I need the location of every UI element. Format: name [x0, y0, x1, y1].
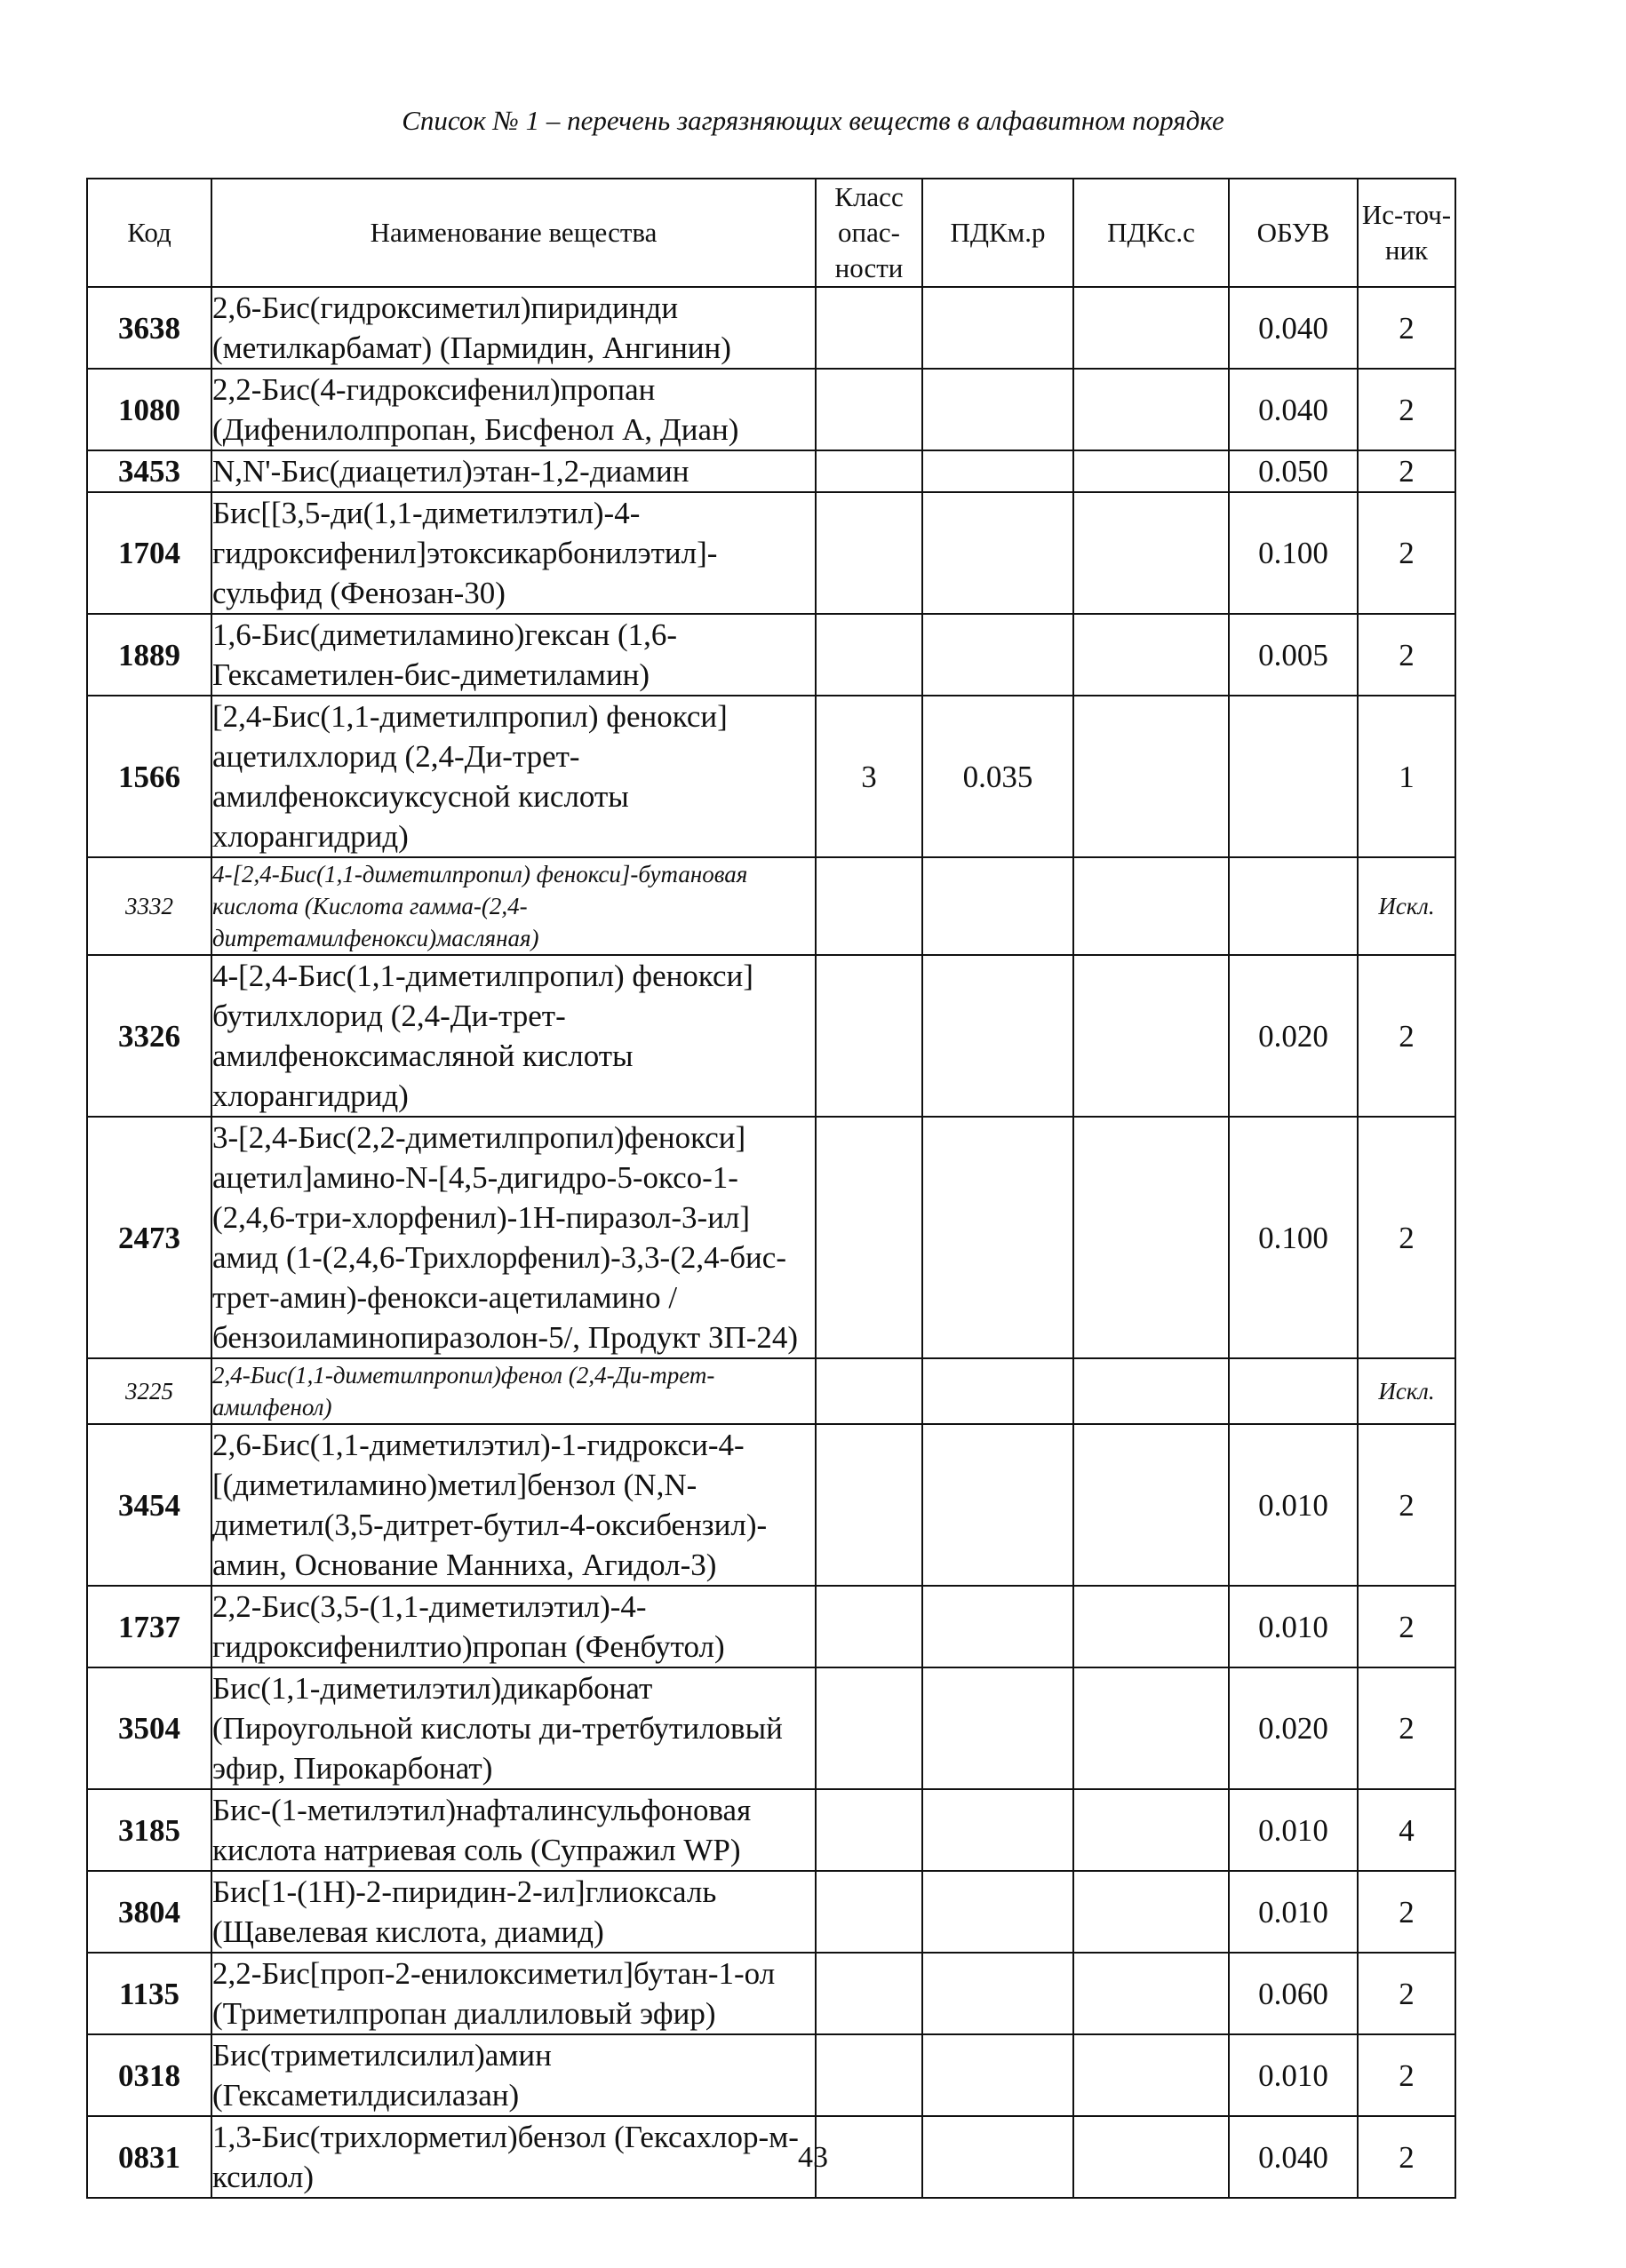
cell-hazard-class — [816, 1953, 922, 2034]
cell-code: 1737 — [87, 1586, 211, 1667]
cell-pdk-ss — [1073, 1871, 1229, 1953]
cell-pdk-mr — [922, 492, 1073, 614]
col-header-pdk-mr: ПДКм.р — [922, 179, 1073, 287]
table-row — [87, 955, 1455, 1117]
cell-name: N,N'-Бис(диацетил)этан-1,2-диамин — [211, 450, 816, 492]
cell-pdk-mr — [922, 1358, 1073, 1424]
cell-code: 3638 — [87, 287, 211, 369]
cell-hazard-class — [816, 1424, 922, 1586]
table-row — [87, 1789, 1455, 1871]
cell-hazard-class — [816, 1789, 922, 1871]
cell-code: 3804 — [87, 1871, 211, 1953]
cell-code: 3225 — [87, 1358, 211, 1424]
cell-name: Бис[[3,5-ди(1,1-диметилэтил)-4-гидроксифенил]этоксикарбонилэтил]-сульфид (Фенозан-30) — [211, 492, 816, 614]
cell-pdk-mr — [922, 614, 1073, 696]
cell-pdk-ss — [1073, 614, 1229, 696]
cell-hazard-class — [816, 1667, 922, 1789]
cell-hazard-class — [816, 955, 922, 1117]
cell-source: 2 — [1358, 2034, 1455, 2116]
col-header-name: Наименование вещества — [211, 179, 816, 287]
cell-name: 2,2-Бис[проп-2-енилоксиметил]бутан-1-ол (Триметилпропан диаллиловый эфир) — [211, 1953, 816, 2034]
cell-hazard-class — [816, 857, 922, 955]
cell-hazard-class — [816, 492, 922, 614]
cell-source: 4 — [1358, 1789, 1455, 1871]
cell-code: 1889 — [87, 614, 211, 696]
table-row — [87, 1424, 1455, 1586]
table-header-row — [87, 179, 1455, 287]
col-header-code: Код — [87, 179, 211, 287]
col-header-pdk-ss: ПДКс.с — [1073, 179, 1229, 287]
cell-code: 3454 — [87, 1424, 211, 1586]
table-row — [87, 1117, 1455, 1358]
cell-source: Искл. — [1358, 857, 1455, 955]
cell-pdk-mr — [922, 955, 1073, 1117]
cell-obuv: 0.010 — [1229, 1871, 1358, 1953]
cell-name: Бис-(1-метилэтил)нафталинсульфоновая кислота натриевая соль (Супражил WP) — [211, 1789, 816, 1871]
table-row — [87, 1953, 1455, 2034]
cell-obuv: 0.010 — [1229, 1789, 1358, 1871]
cell-name: Бис(1,1-диметилэтил)дикарбонат (Пироугольной кислоты ди-третбутиловый эфир, Пирокарбонат) — [211, 1667, 816, 1789]
table-body — [87, 287, 1455, 2198]
cell-name: 2,6-Бис(гидроксиметил)пиридинди (метилкарбамат) (Пармидин, Ангинин) — [211, 287, 816, 369]
cell-code: 3185 — [87, 1789, 211, 1871]
cell-pdk-ss — [1073, 1117, 1229, 1358]
table-row — [87, 857, 1455, 955]
cell-source: 2 — [1358, 1586, 1455, 1667]
cell-source: 2 — [1358, 614, 1455, 696]
cell-name: Бис[1-(1Н)-2-пиридин-2-ил]глиоксаль (Щавелевая кислота, диамид) — [211, 1871, 816, 1953]
cell-obuv: 0.100 — [1229, 492, 1358, 614]
cell-name: 2,2-Бис(3,5-(1,1-диметилэтил)-4-гидроксифенилтио)пропан (Фенбутол) — [211, 1586, 816, 1667]
cell-pdk-mr: 0.035 — [922, 696, 1073, 857]
cell-pdk-ss — [1073, 1586, 1229, 1667]
table-row — [87, 450, 1455, 492]
cell-source: 2 — [1358, 955, 1455, 1117]
cell-obuv: 0.020 — [1229, 955, 1358, 1117]
cell-source: 2 — [1358, 1117, 1455, 1358]
cell-code: 1704 — [87, 492, 211, 614]
cell-code: 2473 — [87, 1117, 211, 1358]
cell-source: Искл. — [1358, 1358, 1455, 1424]
cell-pdk-mr — [922, 1667, 1073, 1789]
cell-hazard-class — [816, 287, 922, 369]
cell-name: 4-[2,4-Бис(1,1-диметилпропил) фенокси] бутилхлорид (2,4-Ди-трет-амилфеноксимасляной кислоты хлорангидрид) — [211, 955, 816, 1117]
cell-name: 2,4-Бис(1,1-диметилпропил)фенол (2,4-Ди-трет-амилфенол) — [211, 1358, 816, 1424]
cell-name: 2,6-Бис(1,1-диметилэтил)-1-гидрокси-4-[(диметиламино)метил]бензол (N,N-диметил(3,5-дитрет-бутил-4-оксибензил)-амин, Основание Манниха, Агидол-3) — [211, 1424, 816, 1586]
cell-pdk-mr — [922, 1117, 1073, 1358]
cell-name: 2,2-Бис(4-гидроксифенил)пропан (Дифенилолпропан, Бисфенол А, Диан) — [211, 369, 816, 450]
cell-pdk-ss — [1073, 696, 1229, 857]
cell-hazard-class — [816, 1117, 922, 1358]
cell-source: 2 — [1358, 1424, 1455, 1586]
cell-source: 2 — [1358, 1871, 1455, 1953]
table-row — [87, 696, 1455, 857]
cell-hazard-class — [816, 614, 922, 696]
table-row — [87, 287, 1455, 369]
cell-hazard-class — [816, 2034, 922, 2116]
cell-pdk-ss — [1073, 1667, 1229, 1789]
cell-code: 3453 — [87, 450, 211, 492]
cell-obuv: 0.040 — [1229, 287, 1358, 369]
col-header-source: Ис-точ-ник — [1358, 179, 1455, 287]
table-row — [87, 492, 1455, 614]
cell-pdk-ss — [1073, 369, 1229, 450]
cell-code: 1080 — [87, 369, 211, 450]
cell-obuv — [1229, 696, 1358, 857]
cell-hazard-class — [816, 1871, 922, 1953]
cell-code: 3326 — [87, 955, 211, 1117]
cell-hazard-class — [816, 1358, 922, 1424]
col-header-obuv: ОБУВ — [1229, 179, 1358, 287]
cell-pdk-mr — [922, 369, 1073, 450]
page-title: Список № 1 – перечень загрязняющих веществ в алфавитном порядке — [402, 105, 1224, 136]
cell-name: 4-[2,4-Бис(1,1-диметилпропил) фенокси]-бутановая кислота (Кислота гамма-(2,4-дитретамилфенокси)масляная) — [211, 857, 816, 955]
cell-obuv: 0.100 — [1229, 1117, 1358, 1358]
cell-code: 0318 — [87, 2034, 211, 2116]
cell-source: 2 — [1358, 1667, 1455, 1789]
cell-source: 2 — [1358, 287, 1455, 369]
cell-source: 2 — [1358, 492, 1455, 614]
cell-name: 1,3-Бис(трихлорметил)бензол (Гексахлор-м-ксилол) — [211, 2116, 816, 2198]
cell-pdk-ss — [1073, 2034, 1229, 2116]
cell-pdk-mr — [922, 450, 1073, 492]
cell-code: 0831 — [87, 2116, 211, 2198]
cell-pdk-mr — [922, 2034, 1073, 2116]
cell-hazard-class — [816, 1586, 922, 1667]
substances-table — [86, 178, 1456, 2199]
cell-obuv — [1229, 857, 1358, 955]
cell-pdk-ss — [1073, 1789, 1229, 1871]
cell-source: 2 — [1358, 369, 1455, 450]
cell-hazard-class — [816, 369, 922, 450]
cell-source: 1 — [1358, 696, 1455, 857]
cell-name: Бис(триметилсилил)амин (Гексаметилдисилазан) — [211, 2034, 816, 2116]
cell-pdk-mr — [922, 1871, 1073, 1953]
cell-name: [2,4-Бис(1,1-диметилпропил) фенокси] ацетилхлорид (2,4-Ди-трет-амилфеноксиуксусной кислоты хлорангидрид) — [211, 696, 816, 857]
cell-obuv: 0.040 — [1229, 369, 1358, 450]
page-number: 43 — [798, 2141, 828, 2174]
cell-name: 3-[2,4-Бис(2,2-диметилпропил)фенокси] ацетил]амино-N-[4,5-дигидро-5-оксо-1-(2,4,6-три-хлорфенил)-1Н-пиразол-3-ил] амид (1-(2,4,6-Трихлорфенил)-3,3-(2,4-бис-трет-амин)-фенокси-ацетиламино /бензоиламинопиразолон-5/, Продукт ЗП-24) — [211, 1117, 816, 1358]
table-row — [87, 1667, 1455, 1789]
table-row — [87, 369, 1455, 450]
cell-hazard-class: 3 — [816, 696, 922, 857]
cell-source: 2 — [1358, 450, 1455, 492]
cell-pdk-mr — [922, 1424, 1073, 1586]
cell-pdk-ss — [1073, 1358, 1229, 1424]
cell-name: 1,6-Бис(диметиламино)гексан (1,6-Гексаметилен-бис-диметиламин) — [211, 614, 816, 696]
table-row — [87, 1871, 1455, 1953]
cell-obuv: 0.010 — [1229, 2034, 1358, 2116]
cell-obuv — [1229, 1358, 1358, 1424]
cell-obuv: 0.005 — [1229, 614, 1358, 696]
cell-obuv: 0.050 — [1229, 450, 1358, 492]
cell-pdk-mr — [922, 1789, 1073, 1871]
cell-pdk-ss — [1073, 1953, 1229, 2034]
table-row — [87, 2034, 1455, 2116]
cell-pdk-ss — [1073, 1424, 1229, 1586]
cell-obuv: 0.010 — [1229, 1424, 1358, 1586]
cell-pdk-ss — [1073, 450, 1229, 492]
cell-pdk-mr — [922, 287, 1073, 369]
cell-pdk-mr — [922, 1953, 1073, 2034]
cell-obuv: 0.040 — [1229, 2116, 1358, 2198]
table-row — [87, 1586, 1455, 1667]
cell-code: 1566 — [87, 696, 211, 857]
cell-pdk-ss — [1073, 857, 1229, 955]
cell-source: 2 — [1358, 2116, 1455, 2198]
cell-code: 1135 — [87, 1953, 211, 2034]
table-row — [87, 1358, 1455, 1424]
table-row — [87, 614, 1455, 696]
cell-hazard-class — [816, 450, 922, 492]
cell-obuv: 0.060 — [1229, 1953, 1358, 2034]
cell-source: 2 — [1358, 1953, 1455, 2034]
cell-pdk-mr — [922, 857, 1073, 955]
cell-obuv: 0.010 — [1229, 1586, 1358, 1667]
cell-pdk-ss — [1073, 955, 1229, 1117]
cell-pdk-ss — [1073, 287, 1229, 369]
cell-obuv: 0.020 — [1229, 1667, 1358, 1789]
cell-code: 3504 — [87, 1667, 211, 1789]
cell-pdk-mr — [922, 1586, 1073, 1667]
cell-pdk-ss — [1073, 492, 1229, 614]
col-header-hazard-class: Класс опас-ности — [816, 179, 922, 287]
cell-code: 3332 — [87, 857, 211, 955]
